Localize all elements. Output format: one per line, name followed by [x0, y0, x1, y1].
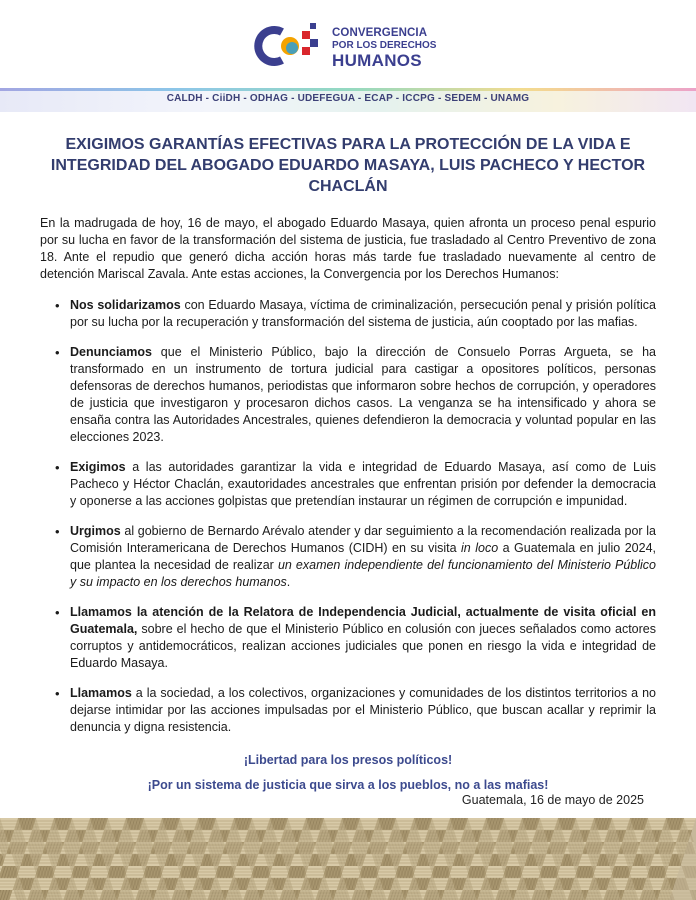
weave-texture-icon	[0, 818, 696, 900]
item-text: .	[286, 575, 291, 589]
item-text: al gobierno de Bernardo Arévalo atender y dar seguimiento a la recomendación realizada por la Comisión Interamericana de Derechos Humanos (CIDH) en su visita	[70, 524, 656, 555]
item-lead: Llamamos	[70, 686, 132, 700]
list-item	[40, 685, 656, 736]
item-text: que el Ministerio Público, bajo la dirección de Consuelo Porras Argueta, se ha transformado en un instrumento de tortura judicial para castigar a opositores políticos, personas defensoras de derechos humanos, periodistas que informaron sobre hechos de corrupción, y operadores de justicia que investigaron y procesaron dichos casos. La venganza se ha intensificado y ahora se ensaña contra las Autoridades Ancestrales, quienes defendieron la democracia y voluntad popular en las elecciones 2023.	[70, 345, 656, 444]
convergencia-logo	[252, 22, 452, 74]
woven-pattern-footer	[0, 818, 696, 900]
logo-line-2: POR LOS DERECHOS	[332, 39, 437, 51]
item-lead: Urgimos	[70, 524, 121, 538]
list-item	[40, 344, 656, 446]
logo-mark-icon	[252, 22, 322, 70]
list-item	[40, 523, 656, 591]
list-item	[40, 604, 656, 672]
document-date: Guatemala, 16 de mayo de 2025	[461, 793, 644, 807]
item-lead: Denunciamos	[70, 345, 152, 359]
logo-line-3: HUMANOS	[332, 50, 422, 70]
demands-list	[40, 297, 656, 736]
organizations-band	[0, 88, 696, 112]
header	[0, 0, 696, 88]
bullet-icon: •	[55, 605, 60, 620]
logo-line-1: CONVERGENCIA	[332, 27, 428, 39]
logo-text	[332, 28, 436, 69]
item-text: a Guatemala en julio 2024, que plantea la necesidad de realizar	[70, 541, 656, 572]
item-text: a la sociedad, a los colectivos, organizaciones y comunidades de los distintos territorios a no dejarse intimidar por las acciones impulsadas por el Ministerio Público, que buscan acallar y reprimir la denuncia y digna resistencia.	[70, 686, 656, 734]
list-item	[40, 297, 656, 331]
bullet-icon: •	[55, 686, 60, 701]
bullet-icon: •	[55, 524, 60, 539]
bullet-icon: •	[55, 298, 60, 313]
list-item	[40, 459, 656, 510]
item-italic: un examen independiente del funcionamiento del Ministerio Público y su impacto en los derechos humanos	[70, 558, 657, 589]
intro-paragraph: En la madrugada de hoy, 16 de mayo, el abogado Eduardo Masaya, quien afronta un proceso penal espurio por su lucha en favor de la transformación del sistema de justicia, fue trasladado al Centro Preventivo de zona 18. Ante el repudio que generó dicha acción horas más tarde fue trasladado nuevamente al centro de detención Mariscal Zavala. Ante estas acciones, la Convergencia por los Derechos Humanos:	[40, 216, 656, 281]
item-lead: Llamamos la atención de la Relatora de Independencia Judicial, actualmente de visita oficial en Guatemala,	[70, 605, 656, 636]
organizations-list: CALDH - CiiDH - ODHAG - UDEFEGUA - ECAP - ICCPG - SEDEM - UNAMG	[166, 93, 530, 104]
item-text: con Eduardo Masaya, víctima de criminalización, persecución penal y prisión política por su lucha por la recuperación y transformación del sistema de justicia, aún cooptado por las mafias.	[70, 298, 656, 329]
item-lead: Exigimos	[70, 460, 126, 474]
item-text: sobre el hecho de que el Ministerio Público en colusión con jueces señalados como actores corruptos y antidemocráticos, realizan acciones judiciales que ponen en riesgo la vida e integridad de Eduardo Masaya.	[70, 622, 656, 670]
item-italic: in loco	[461, 541, 499, 555]
item-text: a las autoridades garantizar la vida e integridad de Eduardo Masaya, así como de Luis Pacheco y Héctor Chaclán, exautoridades ancestrales que enfrentan prisión por defender la democracia y oponerse a las acciones golpistas que pretendían instaurar un régimen de corrupción e impunidad.	[70, 460, 656, 508]
document-body	[40, 215, 656, 749]
closing-slogan-1: ¡Libertad para los presos políticos!	[243, 753, 453, 767]
bullet-icon: •	[55, 345, 60, 360]
item-lead: Nos solidarizamos	[70, 298, 181, 312]
closing-slogan-2: ¡Por un sistema de justicia que sirva a los pueblos, no a las mafias!	[147, 778, 549, 792]
document-title: EXIGIMOS GARANTÍAS EFECTIVAS PARA LA PROTECCIÓN DE LA VIDA E INTEGRIDAD DEL ABOGADO EDUARDO MASAYA, LUIS PACHECO Y HECTOR CHACLÁN	[50, 136, 646, 195]
bullet-icon: •	[55, 460, 60, 475]
